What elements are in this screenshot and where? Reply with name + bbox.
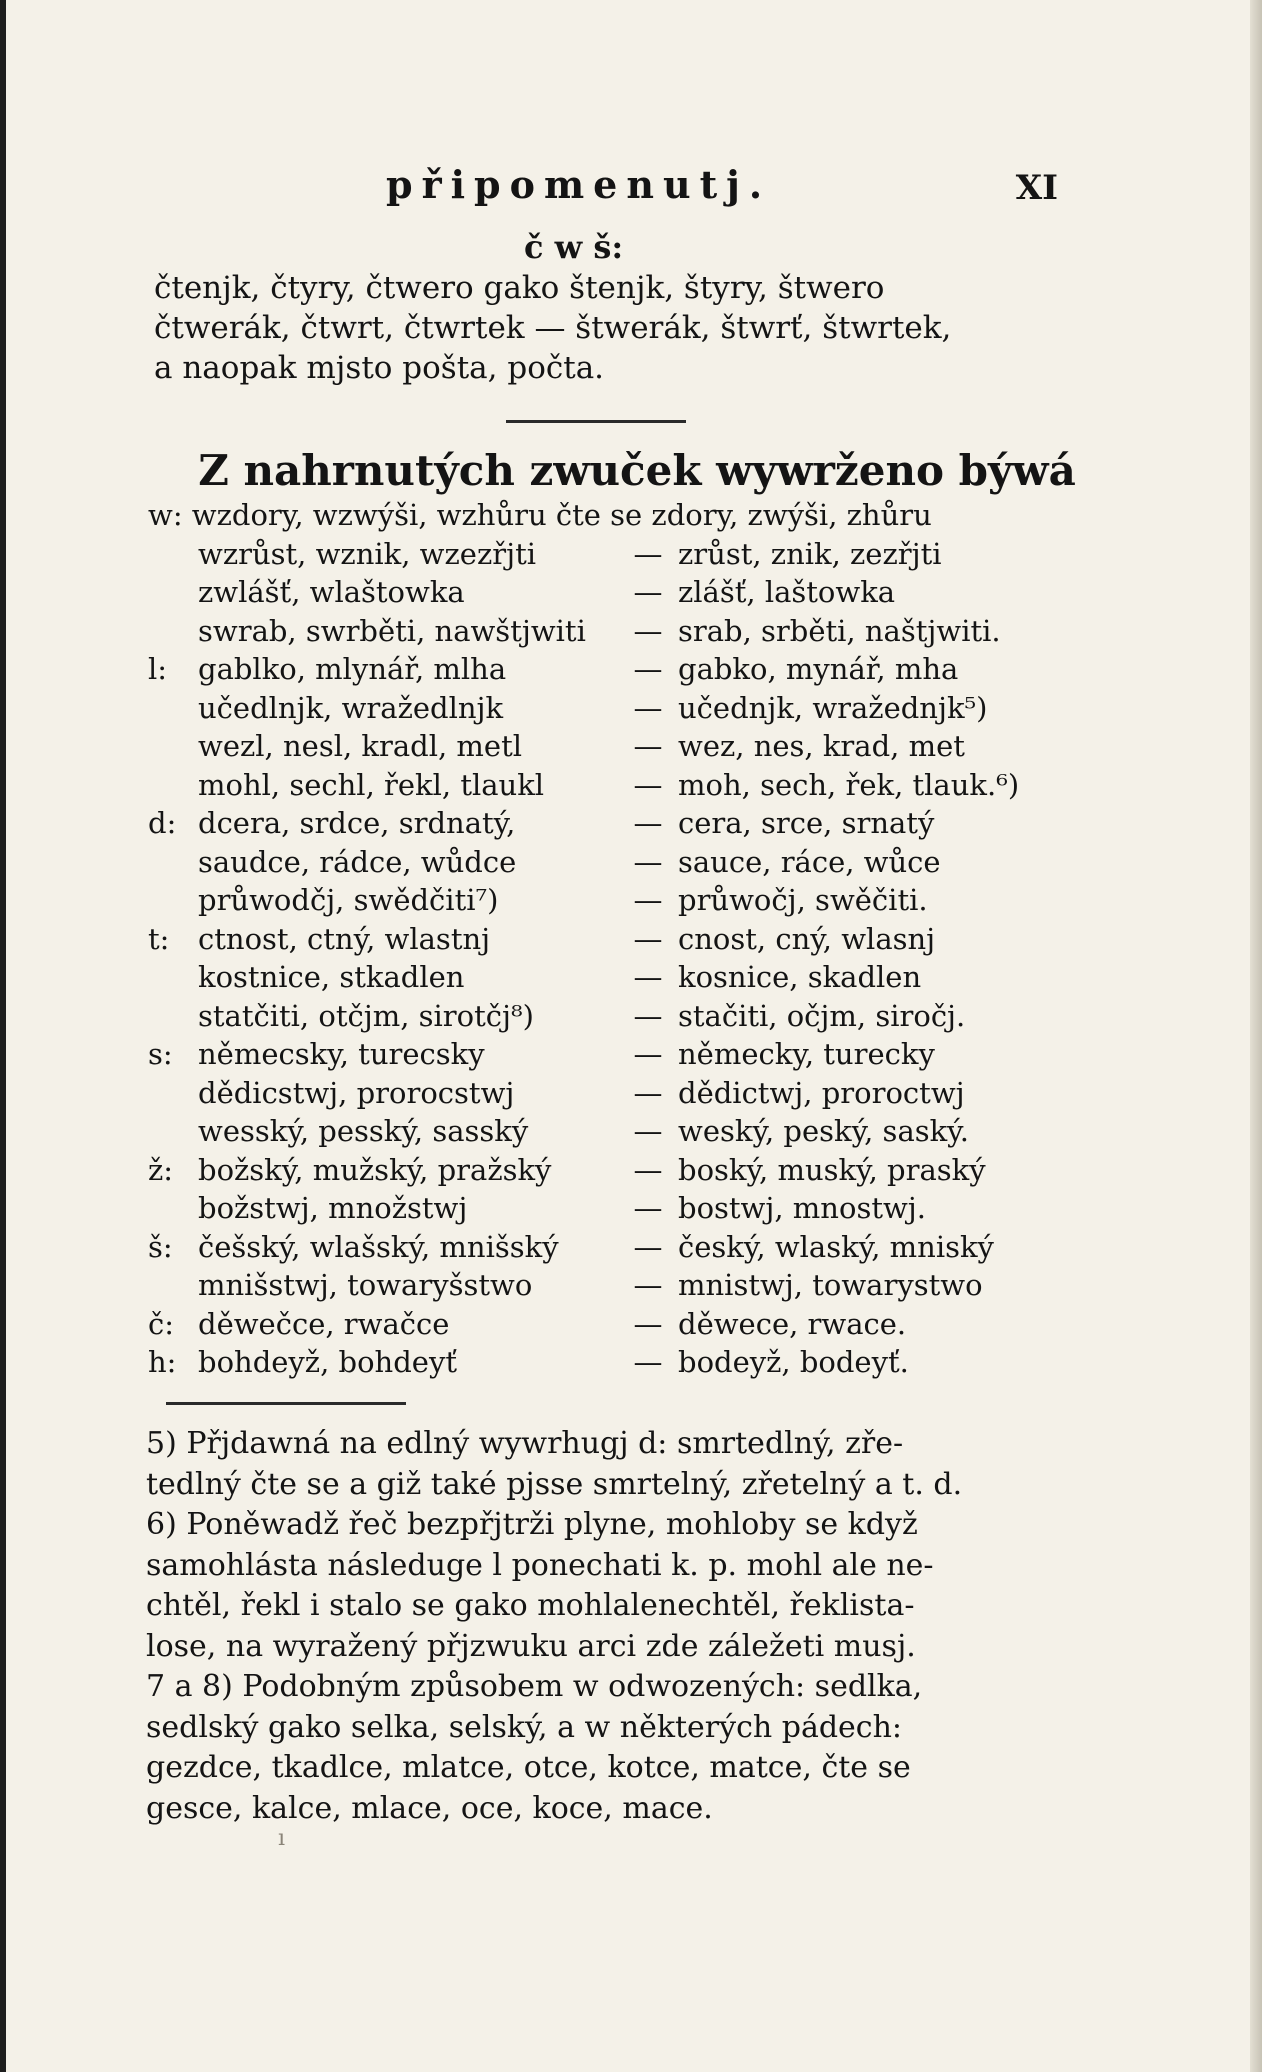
original-forms: swrab, swrběti, nawštjwiti: [198, 613, 586, 648]
table-row: [148, 498, 1068, 537]
table-row: [148, 1153, 1068, 1192]
table-row: [148, 768, 1068, 807]
row-letter: h:: [148, 1345, 177, 1379]
reduced-forms: děwece, rwace.: [678, 1306, 907, 1341]
row-dash: —: [633, 1152, 663, 1187]
footnote-line: chtěl, řekl i stalo se gako mohlalenechtěl, řeklista-: [146, 1588, 915, 1623]
row-letter: l:: [148, 652, 168, 686]
reduced-forms: cera, srce, srnatý: [678, 806, 935, 840]
reduced-forms: učednjk, wražednjk⁵): [678, 690, 988, 725]
running-title: připomenutj.: [386, 162, 772, 207]
footnote-line: gesce, kalce, mlace, oce, koce, mace.: [146, 1790, 713, 1826]
footnote-line: gezdce, tkadlce, mlatce, otce, kotce, matce, čte se: [146, 1750, 911, 1785]
original-forms: dcera, srdce, srdnatý,: [198, 806, 516, 840]
footnote-line: 5) Přjdawná na edlný wywrhugj d: smrtedlný, zře-: [146, 1426, 904, 1461]
row-dash: —: [633, 844, 663, 879]
row-dash: —: [633, 960, 663, 994]
reduced-forms: průwočj, swěčiti.: [678, 883, 928, 917]
table-row: [148, 999, 1068, 1038]
original-forms: ctnost, ctný, wlastnj: [198, 921, 491, 956]
row-dash: —: [633, 767, 663, 802]
row-dash: —: [633, 1114, 663, 1148]
reduced-forms: weský, peský, saský.: [678, 1114, 969, 1148]
reduced-forms: německy, turecky: [678, 1037, 935, 1071]
row-letter: s:: [148, 1037, 173, 1071]
row-dash: —: [633, 690, 663, 725]
text-line: čtenjk, čtyry, čtwero gako štenjk, štyry, štwero: [154, 270, 885, 306]
reduced-forms: mnistwj, towarystwo: [678, 1268, 983, 1302]
reduced-forms: bodeyž, bodeyť.: [678, 1345, 909, 1379]
row-dash: —: [633, 575, 663, 609]
row-dash: —: [633, 1037, 663, 1071]
original-forms: mohl, sechl, řekl, tlaukl: [198, 767, 545, 802]
table-row: [148, 1345, 1068, 1384]
row-dash: —: [633, 729, 663, 763]
row-dash: —: [633, 883, 663, 917]
row-dash: —: [633, 1075, 663, 1110]
table-row: [148, 729, 1068, 768]
reduced-forms: cnost, cný, wlasnj: [678, 921, 936, 956]
row-dash: —: [633, 613, 663, 648]
elision-table: [148, 498, 1068, 1384]
reduced-forms: dědictwj, proroctwj: [678, 1075, 965, 1110]
original-forms: saudce, rádce, wůdce: [198, 844, 517, 879]
table-row: [148, 1037, 1068, 1076]
table-row: [148, 960, 1068, 999]
page-number: XI: [1015, 168, 1058, 208]
table-row: [148, 1076, 1068, 1115]
reduced-forms: boský, muský, praský: [678, 1152, 986, 1187]
original-forms: češský, wlašský, mnišský: [198, 1229, 559, 1264]
reduced-forms: stačiti, očjm, siročj.: [678, 998, 966, 1033]
row-dash: —: [633, 806, 663, 840]
original-forms: božský, mužský, pražský: [198, 1152, 552, 1187]
reduced-forms: gabko, mynář, mha: [678, 652, 959, 686]
row-letter: š:: [148, 1229, 173, 1264]
text-line: a naopak mjsto pošta, počta.: [154, 350, 605, 386]
table-row: [148, 1114, 1068, 1153]
table-row: [148, 614, 1068, 653]
original-forms: kostnice, stkadlen: [198, 960, 465, 994]
table-row: [148, 806, 1068, 845]
row-dash: —: [633, 1306, 663, 1341]
reduced-forms: český, wlaský, mniský: [678, 1229, 994, 1264]
reduced-forms: wez, nes, krad, met: [678, 729, 965, 763]
reduced-forms: moh, sech, řek, tlauk.⁶): [678, 767, 1020, 802]
original-forms: dědicstwj, prorocstwj: [198, 1075, 515, 1110]
row-dash: —: [633, 1229, 663, 1264]
original-forms: průwodčj, swědčiti⁷): [198, 883, 499, 917]
row-dash: —: [633, 652, 663, 686]
original-forms: božstwj, množstwj: [198, 1191, 468, 1225]
original-forms: mnišstwj, towaryšstwo: [198, 1268, 533, 1302]
table-row: [148, 1307, 1068, 1346]
footnote-line: samohlásta následuge l ponechati k. p. mohl ale ne-: [146, 1547, 934, 1583]
reduced-forms: kosnice, skadlen: [678, 960, 922, 994]
row-letter: č:: [148, 1306, 175, 1341]
row-letter: d:: [148, 806, 177, 840]
table-row: [148, 691, 1068, 730]
row-dash: —: [633, 921, 663, 956]
original-forms: bohdeyž, bohdeyť: [198, 1345, 457, 1379]
text-line: čtwerák, čtwrt, čtwrtek — štwerák, štwrť, štwrtek,: [154, 310, 952, 346]
table-row: [148, 883, 1068, 922]
row-dash: —: [633, 1345, 663, 1379]
table-row: [148, 537, 1068, 576]
intro-paragraph: [154, 268, 1054, 388]
original-forms: učedlnjk, wražedlnjk: [198, 690, 504, 725]
row-dash: —: [633, 1191, 663, 1225]
footnote-line: tedlný čte se a giž také pjsse smrtelný, zřetelný a t. d.: [146, 1466, 963, 1502]
table-row: [148, 1191, 1068, 1230]
reduced-forms: srab, srběti, naštjwiti.: [678, 613, 1001, 648]
divider: [506, 420, 686, 423]
section-heading-2: Z nahrnutých zwuček wywrženo býwá: [198, 446, 1076, 495]
row-letter: t:: [148, 921, 170, 956]
original-forms: němecsky, turecsky: [198, 1037, 485, 1071]
table-row: [148, 652, 1068, 691]
row-dash: —: [633, 998, 663, 1033]
table-row: [148, 922, 1068, 961]
reduced-forms: sauce, ráce, wůce: [678, 844, 941, 879]
original-forms: wesský, pesský, sasský: [198, 1114, 529, 1148]
table-row: [148, 1268, 1068, 1307]
table-row: [148, 845, 1068, 884]
footnote-line: 6) Poněwadž řeč bezpřjtrži plyne, mohloby se když: [146, 1507, 918, 1542]
original-forms: gablko, mlynář, mlha: [198, 652, 507, 686]
reduced-forms: bostwj, mnostwj.: [678, 1191, 927, 1225]
footnotes: [146, 1424, 1076, 1829]
footnote-line: lose, na wyražený přjzwuku arci zde záležeti musj.: [146, 1628, 916, 1664]
original-forms: wezl, nesl, kradl, metl: [198, 729, 522, 763]
row-dash: —: [633, 1268, 663, 1302]
section-heading: č w š:: [524, 228, 624, 266]
row-letter: ž:: [148, 1152, 174, 1187]
reduced-forms: zlášť, laštowka: [678, 575, 896, 609]
row-dash: —: [633, 536, 663, 571]
reduced-forms: zrůst, znik, zezřjti: [678, 536, 942, 571]
original-forms: zwlášť, wlaštowka: [198, 575, 465, 609]
original-forms: statčiti, otčjm, sirotčj⁸): [198, 998, 534, 1033]
original-forms: w: wzdory, wzwýši, wzhůru čte se zdory, zwýši, zhůru: [148, 498, 932, 532]
table-row: [148, 1230, 1068, 1269]
original-forms: děwečce, rwačce: [198, 1306, 450, 1341]
stray-mark: ı: [278, 1826, 286, 1851]
original-forms: wzrůst, wznik, wzezřjti: [198, 536, 537, 571]
footnote-divider: [166, 1402, 406, 1405]
footnote-line: sedlský gako selka, selský, a w některých pádech:: [146, 1709, 903, 1745]
footnote-line: 7 a 8) Podobným způsobem w odwozených: sedlka,: [146, 1669, 923, 1704]
table-row: [148, 575, 1068, 614]
